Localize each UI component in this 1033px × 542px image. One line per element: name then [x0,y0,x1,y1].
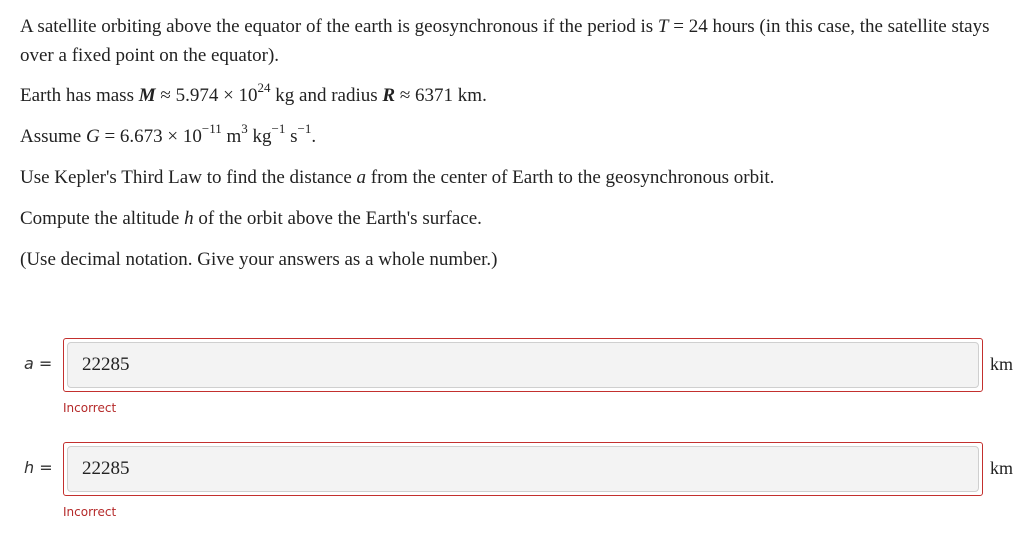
text: . [311,126,317,147]
feedback-incorrect-h: Incorrect [63,505,117,519]
feedback-incorrect-a: Incorrect [63,401,117,415]
text: Compute the altitude [20,208,185,229]
g-symbol: G [85,126,100,147]
text: ≈ 6371 km. [395,85,487,106]
answer-row-h [0,442,1033,500]
text: m [221,126,242,147]
variable-label-h [24,458,53,477]
text: s [285,126,298,147]
text: ≈ 5.974 × 10 [155,85,258,106]
exponent: −1 [271,120,286,136]
text: Assume [20,126,86,147]
answer-field-h-frame [63,442,983,496]
equals-sign: = [34,458,53,477]
exponent: 3 [241,120,248,136]
h-symbol: h [184,208,194,229]
answer-row-a [0,338,1033,396]
text: = 24 hours (in this case, the satellite stays over a fixed point on the equator). [20,16,990,66]
gravitational-constant [20,122,1025,151]
period-symbol: T [657,16,669,37]
text: kg and radius [270,85,383,106]
problem-statement [20,12,1025,286]
problem-intro [20,12,1025,70]
instruction-distance [20,163,1025,192]
answer-input-h[interactable]: 22285 [67,446,979,492]
unit-label-h: km [990,458,1014,478]
text: = 6.673 × 10 [99,126,202,147]
exponent: −11 [201,120,222,136]
text: of the orbit above the Earth's surface. [193,208,482,229]
exponent: −1 [297,120,312,136]
answer-format-note: (Use decimal notation. Give your answers as a whole number.) [20,249,498,270]
variable-label-a [24,354,52,373]
answer-field-a-frame [63,338,983,392]
unit-label-a: km [990,354,1014,374]
equals-sign: = [33,354,53,373]
variable-symbol: h [24,458,35,477]
earth-parameters [20,81,1025,110]
text: A satellite orbiting above the equator of the earth is geosynchronous if the period is [20,16,658,37]
a-symbol: a [356,167,367,188]
text: from the center of Earth to the geosynchronous orbit. [366,167,775,188]
mass-symbol: M [138,85,156,106]
instruction-altitude [20,204,1025,233]
text: Use Kepler's Third Law to find the distance [20,167,357,188]
radius-symbol: R [382,85,396,106]
answer-input-a[interactable]: 22285 [67,342,979,388]
exponent: 24 [257,79,271,95]
variable-symbol: a [24,354,34,373]
text: Earth has mass [20,85,139,106]
text: kg [247,126,272,147]
